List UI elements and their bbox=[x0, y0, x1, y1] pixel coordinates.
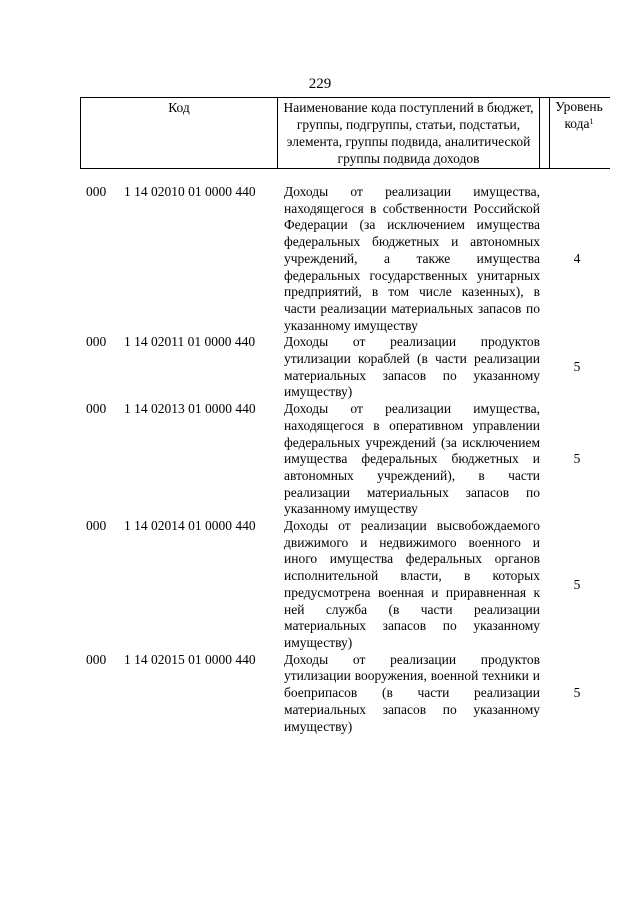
header-level-text: Уровень кода bbox=[555, 99, 603, 131]
row-level: 5 bbox=[573, 685, 581, 701]
row-name: Доходы от реализации продуктов утилизации вооружения, военной техники и боеприпасов (в части реализации материальных запасов по указанному имуществу) bbox=[284, 651, 540, 734]
row-level: 4 bbox=[573, 250, 581, 266]
row-level: 5 bbox=[573, 576, 581, 592]
table-row bbox=[86, 184, 606, 334]
row-name: Доходы от реализации высвобождаемого движимого и недвижимого военного и иного имущества федеральных органов исполнительной власти, в которых предусмотрена военная и приравненная к ней служба (в части реализации материальных запасов по указанному имуществу) bbox=[284, 518, 540, 650]
page-number: 229 bbox=[308, 76, 332, 92]
table-row bbox=[86, 652, 606, 736]
row-name: Доходы от реализации продуктов утилизации кораблей (в части реализации материальных запасов по указанному имуществу) bbox=[284, 334, 540, 400]
row-admin-code: 000 bbox=[86, 334, 107, 350]
row-admin-code: 000 bbox=[86, 184, 107, 199]
row-budget-code: 1 14 02010 01 0000 440 bbox=[124, 184, 256, 199]
header-code-label: Код bbox=[168, 100, 190, 115]
row-level: 5 bbox=[573, 359, 581, 375]
row-admin-code: 000 bbox=[86, 651, 107, 667]
row-name: Доходы от реализации имущества, находящегося в собственности Российской Федерации (за исключением имущества федеральных бюджетных и автономных учреждений, а также имущества федеральных государственных унитарных предприятий, в том числе казенных), в части реализации материальных запасов по указанному имуществу bbox=[284, 184, 540, 333]
table-row bbox=[86, 334, 606, 401]
header-code-cell bbox=[81, 98, 278, 168]
table-body bbox=[86, 184, 606, 735]
header-name-label: Наименование кода поступлений в бюджет, группы, подгруппы, статьи, подстатьи, элемента, группы подвида, аналитической группы подвида доходов bbox=[283, 100, 534, 166]
row-budget-code: 1 14 02014 01 0000 440 bbox=[124, 518, 256, 534]
row-admin-code: 000 bbox=[86, 518, 107, 534]
row-budget-code: 1 14 02011 01 0000 440 bbox=[124, 334, 256, 350]
table-row bbox=[86, 518, 606, 652]
row-budget-code: 1 14 02013 01 0000 440 bbox=[124, 401, 256, 417]
row-admin-code: 000 bbox=[86, 401, 107, 417]
header-name-cell bbox=[278, 98, 540, 168]
row-name: Доходы от реализации имущества, находящегося в оперативном управлении федеральных учреждений (за исключением имущества федеральных бюджетных и автономных учреждений), в части реализации материальных запасов по указанному имуществу bbox=[284, 401, 540, 517]
row-budget-code: 1 14 02015 01 0000 440 bbox=[124, 651, 256, 667]
table-header bbox=[80, 97, 550, 169]
header-level-label bbox=[548, 98, 610, 132]
row-level: 5 bbox=[573, 451, 581, 467]
table-row bbox=[86, 401, 606, 518]
header-level-footnote: 1 bbox=[589, 117, 594, 126]
